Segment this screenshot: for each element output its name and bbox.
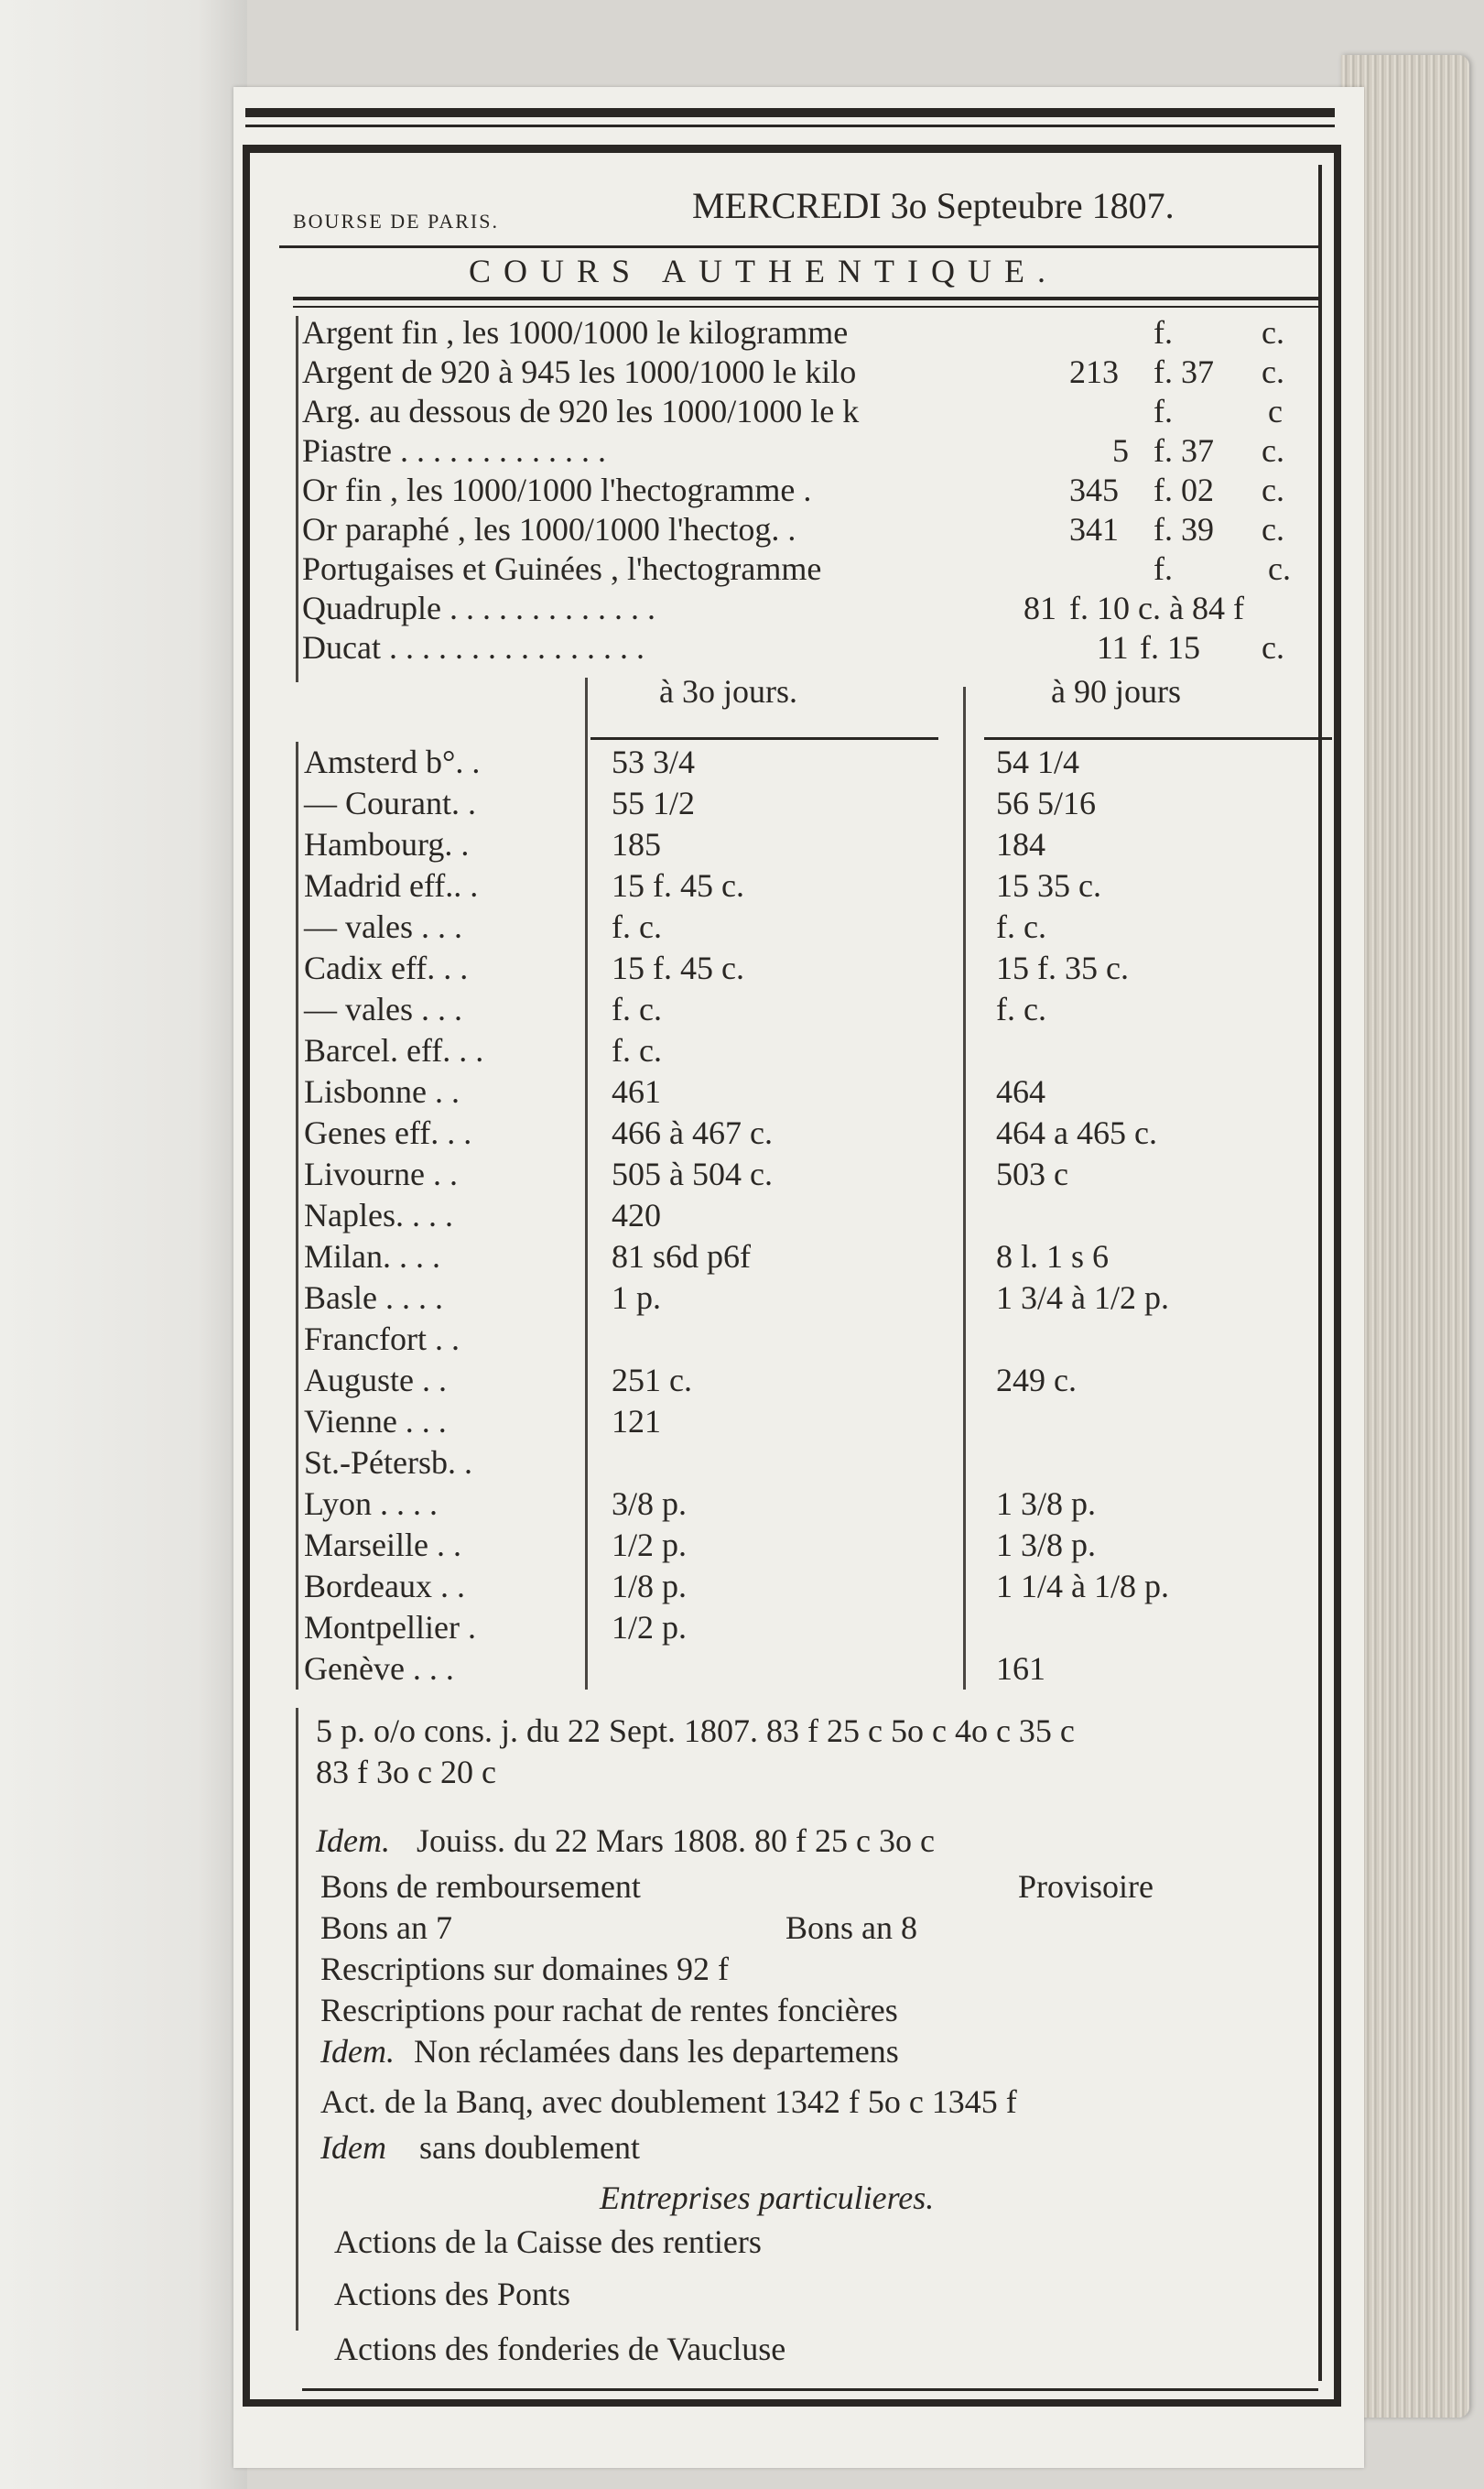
idem3-text: sans doublement [419,2129,640,2166]
col-header-90: à 90 jours [1051,673,1181,710]
metal-value: 213 [1069,353,1119,390]
metal-value: 341 [1069,511,1119,548]
exchange-place: Milan. . . . [304,1238,440,1275]
rate-90-days: 161 [996,1650,1045,1687]
idem-label: Idem. [316,1822,390,1859]
exchange-place: — vales . . . [304,908,462,945]
metal-label: Or fin , les 1000/1000 l'hectogramme . [302,472,812,508]
rate-90-days: 15 f. 35 c. [996,950,1129,986]
rate-90-days: 1 1/4 à 1/8 p. [996,1568,1169,1604]
rate-90-days: 1 3/8 p. [996,1527,1097,1563]
exchange-place: Lyon . . . . [304,1485,439,1522]
rate-90-days: 464 a 465 c. [996,1114,1157,1151]
rate-90-days: f. c. [996,908,1046,945]
col-rule-30 [590,737,938,740]
metal-f: f. 37 [1154,432,1214,469]
rate-90-days: 54 1/4 [996,744,1080,780]
rate-30-days: 420 [612,1197,661,1234]
exchange-name: BOURSE DE PARIS. [293,210,499,233]
metal-f: f. 15 [1140,629,1200,666]
exchange-place: — vales . . . [304,991,462,1027]
exchange-place: Livourne . . [304,1156,458,1192]
exchange-place: Genes eff. . . [304,1114,472,1151]
exchange-place: Auguste . . [304,1362,447,1398]
metal-c: c [1268,393,1283,429]
exchange-place: — Courant. . [304,785,476,821]
frame-right [1334,145,1341,2407]
rate-90-days: 1 3/8 p. [996,1485,1097,1522]
idem-text: Jouiss. du 22 Mars 1808. 80 f 25 c 3o c [417,1822,935,1859]
entreprise-item: Actions des Ponts [334,2276,571,2312]
rate-90-days: 503 c [996,1156,1068,1192]
left-page [0,0,247,2489]
funds-bracket [296,1708,298,2331]
rate-30-days: f. c. [612,1032,662,1069]
rate-30-days: 15 f. 45 c. [612,867,744,904]
rate-90-days: 249 c. [996,1362,1077,1398]
frame-right-inner [1318,165,1322,2381]
banque-actions: Act. de la Banq, avec doublement 1342 f 5o c 1345 f [320,2083,1017,2120]
metal-value: 81 [1024,590,1056,626]
frame-left [243,145,250,2407]
funds-line-2: 83 f 3o c 20 c [316,1754,496,1790]
idem2-label: Idem. [320,2033,395,2070]
rescriptions-domaines: Rescriptions sur domaines 92 f [320,1951,729,1987]
rate-30-days: 1 p. [612,1279,661,1316]
metal-label: Quadruple . . . . . . . . . . . . . [302,590,655,626]
metal-f: f. [1154,314,1173,351]
frame-bottom-thin [302,2388,1318,2391]
metal-c: c. [1262,432,1284,469]
table-bracket-left [296,742,298,1690]
exchange-place: Hambourg. . [304,826,470,863]
metal-f: f. 37 [1154,353,1214,390]
rate-30-days: 461 [612,1073,661,1110]
rate-90-days: 184 [996,826,1045,863]
header-rule [279,245,1318,248]
exchange-place: Marseille . . [304,1527,461,1563]
metal-value: 345 [1069,472,1119,508]
metal-f: f. [1154,393,1173,429]
col-rule-90 [984,737,1332,740]
frame-bottom [243,2399,1341,2407]
rate-90-days: 8 l. 1 s 6 [996,1238,1110,1275]
rate-30-days: 466 à 467 c. [612,1114,773,1151]
exchange-place: Montpellier . [304,1609,476,1646]
metal-f: f. 39 [1154,511,1214,548]
entreprise-item: Actions des fonderies de Vaucluse [334,2331,786,2367]
exchange-place: Francfort . . [304,1321,460,1357]
exchange-place: Bordeaux . . [304,1568,465,1604]
rate-30-days: 1/2 p. [612,1527,688,1563]
rate-30-days: 251 c. [612,1362,692,1398]
exchange-place: Basle . . . . [304,1279,443,1316]
metal-c: c. [1262,629,1284,666]
rate-30-days: 1/2 p. [612,1609,688,1646]
rate-30-days: 121 [612,1403,661,1440]
provisoire: Provisoire [1018,1868,1154,1905]
metal-c: c. [1262,353,1284,390]
rate-30-days: 505 à 504 c. [612,1156,773,1192]
table-divider-middle [963,687,966,1690]
exchange-place: Amsterd b°. . [304,744,481,780]
metals-bracket [296,316,298,682]
col-header-30: à 3o jours. [659,673,797,710]
metal-label: Argent fin , les 1000/1000 le kilogramme [302,314,849,351]
metal-c: c. [1268,550,1291,587]
rate-30-days: 55 1/2 [612,785,696,821]
rate-30-days: 15 f. 45 c. [612,950,744,986]
rate-90-days: 1 3/4 à 1/2 p. [996,1279,1169,1316]
rate-30-days: f. c. [612,908,662,945]
bons-an-7: Bons an 7 [320,1909,452,1946]
metal-c: c. [1262,314,1284,351]
metal-label: Piastre . . . . . . . . . . . . . [302,432,606,469]
idem2-text: Non réclamées dans les departemens [414,2033,899,2070]
page-title: COURS AUTHENTIQUE. [469,253,1058,289]
metal-f: f. [1154,550,1173,587]
metal-label: Or paraphé , les 1000/1000 l'hectog. . [302,511,796,548]
idem3-label: Idem [320,2129,386,2166]
rate-30-days: 53 3/4 [612,744,696,780]
exchange-place: Genève . . . [304,1650,454,1687]
title-rule-thin [293,306,1318,308]
rate-30-days: 185 [612,826,661,863]
rate-90-days: 56 5/16 [996,785,1097,821]
entreprise-item: Actions de la Caisse des rentiers [334,2223,762,2260]
top-border-thick [245,108,1335,117]
bons-remboursement: Bons de remboursement [320,1868,641,1905]
metal-label: Portugaises et Guinées , l'hectogramme [302,550,822,587]
rate-90-days: f. c. [996,991,1046,1027]
metal-f: f. 02 [1154,472,1214,508]
exchange-place: Lisbonne . . [304,1073,460,1110]
exchange-place: Madrid eff.. . [304,867,479,904]
table-divider-left [585,678,588,1690]
rescriptions-rentes: Rescriptions pour rachat de rentes foncières [320,1992,898,2028]
funds-line-1: 5 p. o/o cons. j. du 22 Sept. 1807. 83 f 25 c 5o c 4o c 35 c [316,1712,1075,1749]
frame-top [243,145,1341,153]
rate-30-days: 3/8 p. [612,1485,688,1522]
metal-value: 11 [1097,629,1129,666]
exchange-place: Vienne . . . [304,1403,447,1440]
date-line: MERCREDI 3o Septeubre 1807. [692,185,1175,226]
exchange-place: Naples. . . . [304,1197,453,1234]
title-rule [293,297,1318,300]
metal-label: Argent de 920 à 945 les 1000/1000 le kilo [302,353,857,390]
rate-90-days: 15 35 c. [996,867,1101,904]
rate-30-days: 81 s6d p6f [612,1238,751,1275]
rate-90-days: 464 [996,1073,1045,1110]
metal-c: c. [1262,511,1284,548]
metal-c: c. [1262,472,1284,508]
exchange-place: Barcel. eff. . . [304,1032,484,1069]
top-border-thin [245,125,1335,127]
bons-an-8: Bons an 8 [785,1909,917,1946]
rate-30-days: f. c. [612,991,662,1027]
metal-label: Arg. au dessous de 920 les 1000/1000 le k [302,393,860,429]
rate-30-days: 1/8 p. [612,1568,688,1604]
metal-value: 5 [1112,432,1129,469]
metal-label: Ducat . . . . . . . . . . . . . . . . [302,629,645,666]
entreprises-title: Entreprises particulieres. [600,2179,935,2216]
exchange-place: Cadix eff. . . [304,950,469,986]
metal-f: f. 10 c. à 84 f [1069,590,1244,626]
exchange-place: St.-Pétersb. . [304,1444,472,1481]
